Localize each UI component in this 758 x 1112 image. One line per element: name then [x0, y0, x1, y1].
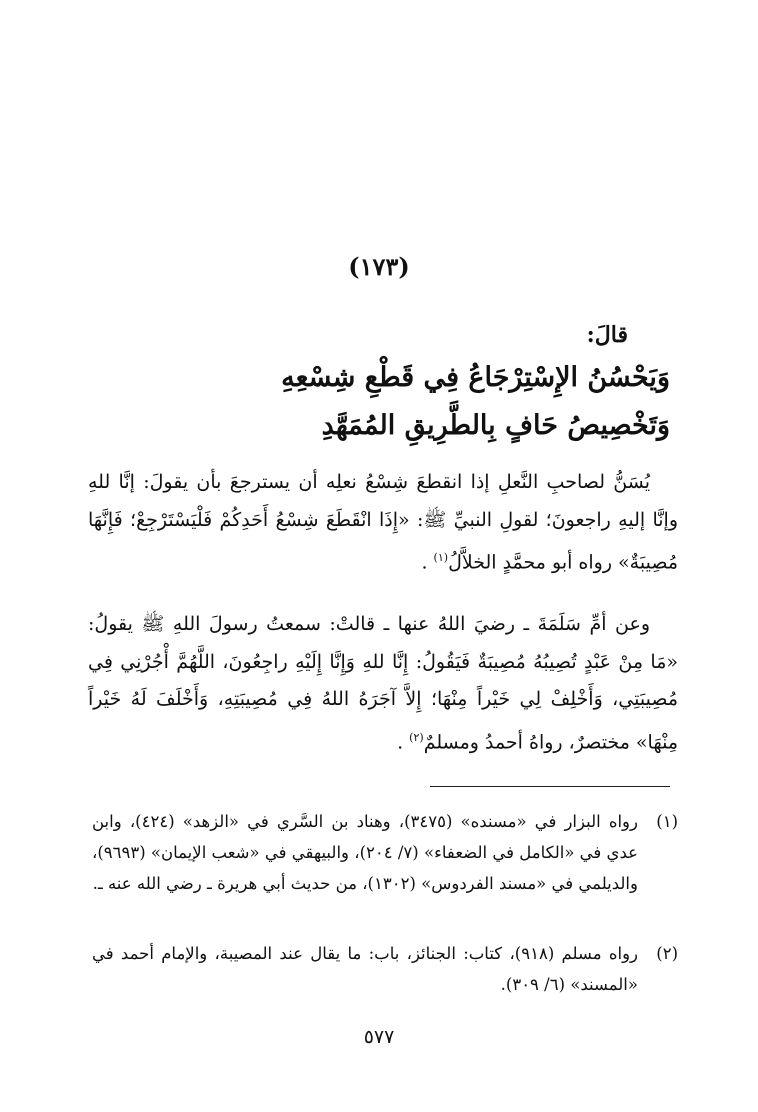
- footnote-text: رواه مسلم (٩١٨)، كتاب: الجنائز، باب: ما يقال عند المصيبة، والإمام أحمد في «المسند» (٦/ ٣٠٩).: [92, 944, 639, 994]
- footnote-separator: [430, 786, 670, 787]
- footnote-marker: (٢): [656, 944, 678, 963]
- footnote-reference[interactable]: (٢): [409, 730, 424, 744]
- poem-intro: قالَ:: [586, 322, 628, 348]
- commentary-paragraph-1: [88, 464, 678, 582]
- paragraph-text: يُسَنُّ لصاحبِ النَّعلِ إذا انقطعَ شِسْعُ نعلِه أن يسترجعَ بأن يقولَ: إنَّا للهِ وإنَّا إليهِ راجعونَ؛ لقولِ النبيِّ ﷺ: «إِذَا انْقَطَعَ شِسْعُ أَحَدِكُمْ فَلْيَسْتَرْجِعْ؛ فَإِنَّهَا مُصِيبَةٌ» رواه أبو محمَّدٍ الخلاَّلُ: [88, 471, 678, 574]
- footnote-1: [92, 806, 678, 899]
- poem-verse-line-2: وَتَخْصِيصُ حَافٍ بِالطَّرِيقِ المُمَهَّدِ: [321, 410, 670, 441]
- footnote-2: [92, 938, 678, 1000]
- footnote-marker: (١): [656, 812, 678, 831]
- paragraph-end: .: [421, 551, 428, 574]
- footnote-reference[interactable]: (١): [433, 551, 449, 564]
- page-number: ٥٧٧: [363, 1026, 395, 1048]
- paragraph-end: .: [397, 730, 404, 753]
- paragraph-text: وعن أمِّ سَلَمَةَ ـ رضيَ اللهُ عنها ـ قالتْ: سمعتُ رسولَ اللهِ ﷺ يقولُ: «مَا مِنْ عَبْدٍ تُصِيبُهُ مُصِيبَةٌ فَيَقُولُ: إِنَّا للهِ وَإِنَّا إِلَيْهِ راجِعُونَ، اللَّهُمَّ أْجُرْنِي فِي مُصِيبَتِي، وَأَخْلِفْ لِي خَيْراً مِنْهَا؛ إِلاَّ آجَرَهُ اللهُ فِي مُصِيبَتِهِ، وَأَخْلَفَ لَهُ خَيْراً مِنْهَا» مختصرٌ، رواهُ أحمدُ ومسلمٌ: [88, 613, 678, 753]
- footnote-text: رواه البزار في «مسنده» (٣٤٧٥)، وهناد بن السَّري في «الزهد» (٤٢٤)، وابن عدي في «الكامل في الضعفاء» (٧/ ٢٠٤)، والبيهقي في «شعب الإيمان» (٩٦٩٣)، والديلمي في «مسند الفردوس» (١٣٠٢)، من حديث أبي هريرة ـ رضي الله عنه ـ.: [92, 812, 638, 893]
- section-number: (١٧٣): [348, 252, 410, 281]
- poem-verse-line-1: وَيَحْسُنُ الإِسْتِرْجَاعُ فِي قَطْعِ شِسْعِهِ: [281, 362, 670, 393]
- commentary-paragraph-2: [88, 606, 678, 761]
